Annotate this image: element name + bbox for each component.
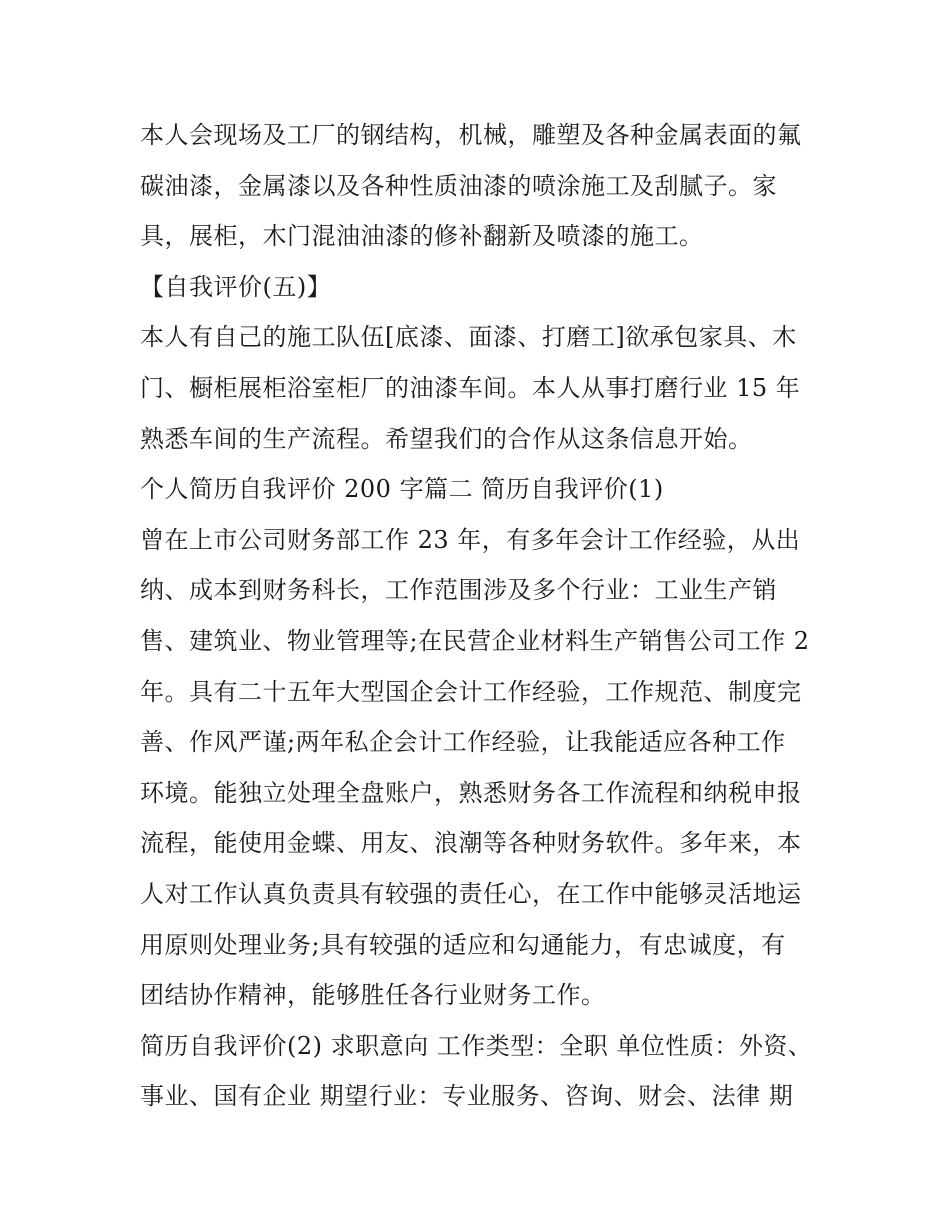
section-heading: 【自我评价(五)】	[140, 272, 332, 301]
section-heading: 个人简历自我评价 200 字篇二 简历自我评价(1)	[140, 475, 664, 504]
document-body	[140, 110, 830, 1122]
text-line: 熟悉车间的生产流程。希望我们的合作从这条信息开始。	[140, 424, 753, 453]
text-line: 门、橱柜展柜浴室柜厂的油漆车间。本人从事打磨行业 15 年	[140, 373, 801, 402]
text-line: 曾在上市公司财务部工作 23 年，有多年会计工作经验，从出	[140, 525, 801, 554]
text-line: 环境。能独立处理全盘账户，熟悉财务各工作流程和纳税申报	[140, 778, 802, 807]
text-line: 流程，能使用金蝶、用友、浪潮等各种财务软件。多年来，本	[140, 829, 802, 858]
text-line: 人对工作认真负责具有较强的责任心，在工作中能够灵活地运	[140, 879, 802, 908]
text-line: 本人有自己的施工队伍[底漆、面漆、打磨工]欲承包家具、木	[140, 323, 797, 352]
text-line: 事业、国有企业 期望行业：专业服务、咨询、财会、法律 期	[140, 1082, 794, 1111]
text-line: 售、建筑业、物业管理等;在民营企业材料生产销售公司工作 2	[140, 626, 810, 655]
text-line: 具，展柜，木门混油油漆的修补翻新及喷漆的施工。	[140, 222, 704, 251]
text-line: 本人会现场及工厂的钢结构，机械，雕塑及各种金属表面的氟	[140, 121, 802, 149]
text-line: 碳油漆，金属漆以及各种性质油漆的喷涂施工及刮腻子。家	[140, 171, 777, 200]
text-line: 简历自我评价(2) 求职意向 工作类型：全职 单位性质：外资、	[140, 1031, 813, 1060]
text-line: 纳、成本到财务科长，工作范围涉及多个行业：工业生产销	[140, 576, 777, 605]
text-line: 用原则处理业务;具有较强的适应和勾通能力，有忠诚度，有	[140, 930, 786, 959]
text-line: 团结协作精神，能够胜任各行业财务工作。	[140, 981, 606, 1010]
text-line: 善、作风严谨;两年私企会计工作经验，让我能适应各种工作	[140, 728, 786, 757]
text-line: 年。具有二十五年大型国企会计工作经验，工作规范、制度完	[140, 677, 802, 706]
